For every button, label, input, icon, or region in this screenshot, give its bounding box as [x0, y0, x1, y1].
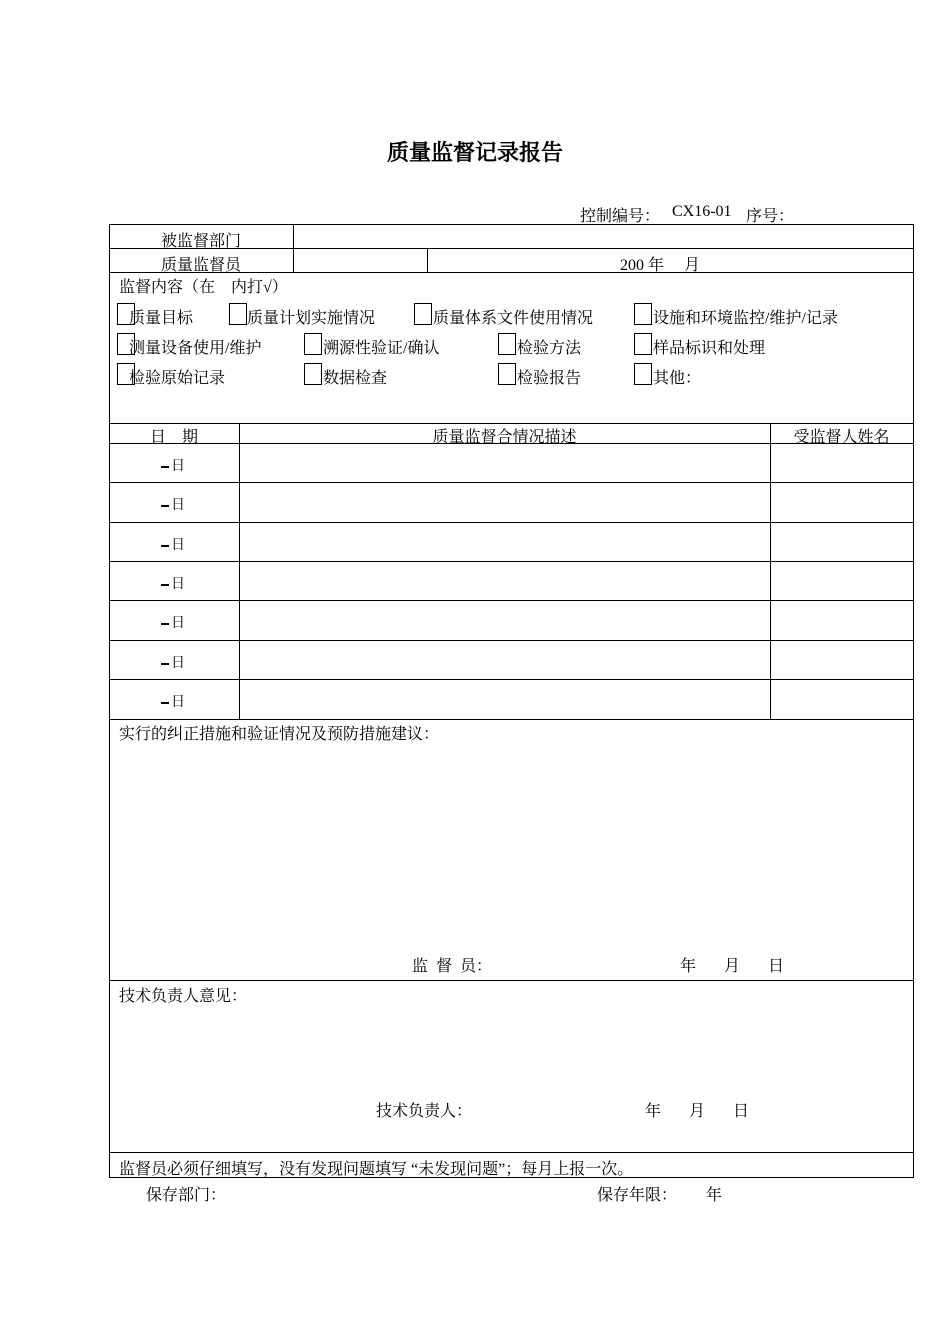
checkbox-label: 样品标识和处理 [653, 340, 766, 357]
tech-sign-date: 年 月 日 [645, 1103, 750, 1120]
storage-period-label: 保存年限： [597, 1187, 678, 1204]
serial-label: 序号： [746, 208, 795, 225]
checkbox-facilities[interactable] [634, 303, 652, 325]
checkbox-test-report[interactable] [498, 363, 516, 385]
checkbox-other[interactable] [634, 363, 652, 385]
page-title: 质量监督记录报告 [386, 141, 563, 166]
checkbox-label: 质量计划实施情况 [247, 310, 376, 327]
storage-period-unit: 年 [706, 1187, 723, 1204]
storage-dept-label: 保存部门： [146, 1187, 227, 1204]
checkbox-system-docs[interactable] [414, 303, 432, 325]
corrective-label: 实行的纠正措施和验证情况及预防措施建议： [119, 726, 440, 743]
table-row-day: 日 [161, 534, 185, 554]
checkbox-traceability[interactable] [304, 333, 322, 355]
table-row-day: 日 [161, 652, 185, 672]
supervisor-sign-date: 年 月 日 [680, 958, 785, 975]
dept-label: 被监督部门 [160, 233, 241, 250]
supervisor-label: 质量监督员 [160, 257, 241, 274]
tech-sign-label: 技术负责人： [376, 1103, 473, 1120]
supervise-date: 200 年 月 [620, 257, 701, 274]
instruction-note: 监督员必须仔细填写，没有发现问题填写 “未发现问题”；每月上报一次。 [119, 1161, 634, 1178]
checkbox-label: 质量目标 [129, 310, 194, 327]
checkbox-data-check[interactable] [304, 363, 322, 385]
checkbox-label: 设施和环境监控/维护/记录 [653, 310, 838, 327]
table-row-day: 日 [161, 691, 185, 711]
content-heading: 监督内容（在 内打√） [119, 279, 288, 296]
col-header-name: 受监督人姓名 [793, 429, 890, 446]
checkbox-label: 数据检查 [323, 370, 388, 387]
control-no-label: 控制编号： [580, 208, 661, 225]
supervisor-sign-label: 监 督 员： [412, 958, 493, 975]
checkbox-label: 其他： [653, 370, 702, 387]
checkbox-label: 检验方法 [517, 340, 582, 357]
checkbox-quality-plan[interactable] [229, 303, 247, 325]
checkbox-label: 测量设备使用/维护 [129, 340, 262, 357]
checkbox-test-method[interactable] [498, 333, 516, 355]
table-row-day: 日 [161, 455, 185, 475]
checkbox-label: 质量体系文件使用情况 [433, 310, 594, 327]
col-header-description: 质量监督合情况描述 [432, 429, 577, 446]
table-row-day: 日 [161, 612, 185, 632]
checkbox-label: 检验报告 [517, 370, 582, 387]
checkbox-label: 溯源性验证/确认 [323, 340, 440, 357]
tech-opinion-label: 技术负责人意见： [119, 988, 248, 1005]
checkbox-label: 检验原始记录 [129, 370, 226, 387]
col-header-date: 日 期 [149, 429, 198, 446]
table-row-day: 日 [161, 573, 185, 593]
table-row-day: 日 [161, 494, 185, 514]
control-no: CX16-01 [672, 203, 732, 220]
checkbox-sample-id[interactable] [634, 333, 652, 355]
